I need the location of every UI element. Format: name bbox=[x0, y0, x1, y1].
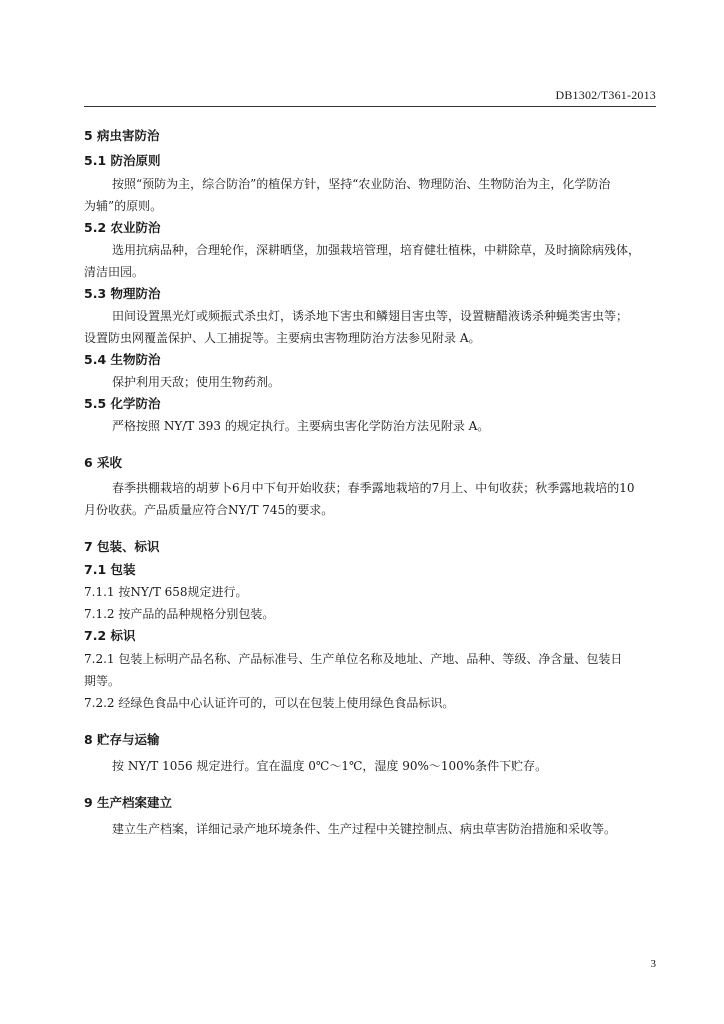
paragraph-9: 建立生产档案，详细记录产地环境条件、生产过程中关键控制点、病虫草害防治措施和采收等。 bbox=[112, 822, 617, 836]
subsection-heading-5-5: 5.5 化学防治 bbox=[84, 396, 161, 411]
paragraph-5-4: 保护利用天敌；使用生物药剂。 bbox=[112, 375, 281, 389]
paragraph-5-2-line-1: 选用抗病品种，合理轮作，深耕晒垡，加强栽培管理，培育健壮植株，中耕除草，及时摘除病残体， bbox=[112, 243, 641, 257]
item-7-2-1-line-2: 期等。 bbox=[84, 674, 121, 688]
item-7-1-2: 7.1.2 按产品的品种规格分别包装。 bbox=[84, 607, 275, 621]
paragraph-5-1-line-2: 为辅”的原则。 bbox=[84, 199, 163, 213]
paragraph-8: 按 NY/T 1056 规定进行。宜在温度 0℃～1℃，湿度 90%～100%条件下贮存。 bbox=[112, 759, 548, 773]
section-heading-8: 8 贮存与运输 bbox=[84, 732, 160, 747]
item-7-1-1: 7.1.1 按NY/T 658规定进行。 bbox=[84, 585, 248, 599]
subsection-heading-5-2: 5.2 农业防治 bbox=[84, 220, 161, 235]
subsection-heading-7-2: 7.2 标识 bbox=[84, 628, 136, 643]
paragraph-5-1-line-1: 按照“预防为主，综合防治”的植保方针，坚持“农业防治、物理防治、生物防治为主，化学防治 bbox=[112, 177, 611, 191]
item-7-2-2: 7.2.2 经绿色食品中心认证许可的，可以在包装上使用绿色食品标识。 bbox=[84, 696, 455, 710]
subsection-heading-5-3: 5.3 物理防治 bbox=[84, 286, 161, 301]
paragraph-5-3-line-1: 田间设置黑光灯或频振式杀虫灯，诱杀地下害虫和鳞翅目害虫等，设置糖醋液诱杀种蝇类害虫等； bbox=[112, 309, 629, 323]
paragraph-5-5: 严格按照 NY/T 393 的规定执行。主要病虫害化学防治方法见附录 A。 bbox=[112, 419, 490, 433]
item-7-2-1-line-1: 7.2.1 包装上标明产品名称、产品标准号、生产单位名称及地址、产地、品种、等级、净含量、包装日 bbox=[84, 652, 623, 666]
subsection-heading-7-1: 7.1 包装 bbox=[84, 562, 136, 577]
paragraph-6-line-2: 月份收获。产品质量应符合NY/T 745的要求。 bbox=[84, 503, 334, 517]
section-heading-6: 6 采收 bbox=[84, 455, 123, 470]
subsection-heading-5-4: 5.4 生物防治 bbox=[84, 352, 161, 367]
section-heading-7: 7 包装、标识 bbox=[84, 539, 160, 554]
header-rule bbox=[84, 106, 656, 107]
standard-code: DB1302/T361-2013 bbox=[555, 88, 656, 102]
paragraph-5-2-line-2: 清洁田园。 bbox=[84, 265, 145, 279]
subsection-heading-5-1: 5.1 防治原则 bbox=[84, 153, 161, 168]
paragraph-6-line-1: 春季拱棚栽培的胡萝卜6月中下旬开始收获；春季露地栽培的7月上、中旬收获；秋季露地栽培的10 bbox=[112, 481, 635, 495]
page-number: 3 bbox=[650, 958, 656, 970]
section-heading-5: 5 病虫害防治 bbox=[84, 128, 160, 143]
paragraph-5-3-line-2: 设置防虫网覆盖保护、人工捕捉等。主要病虫害物理防治方法参见附录 A。 bbox=[84, 331, 481, 345]
section-heading-9: 9 生产档案建立 bbox=[84, 795, 173, 810]
